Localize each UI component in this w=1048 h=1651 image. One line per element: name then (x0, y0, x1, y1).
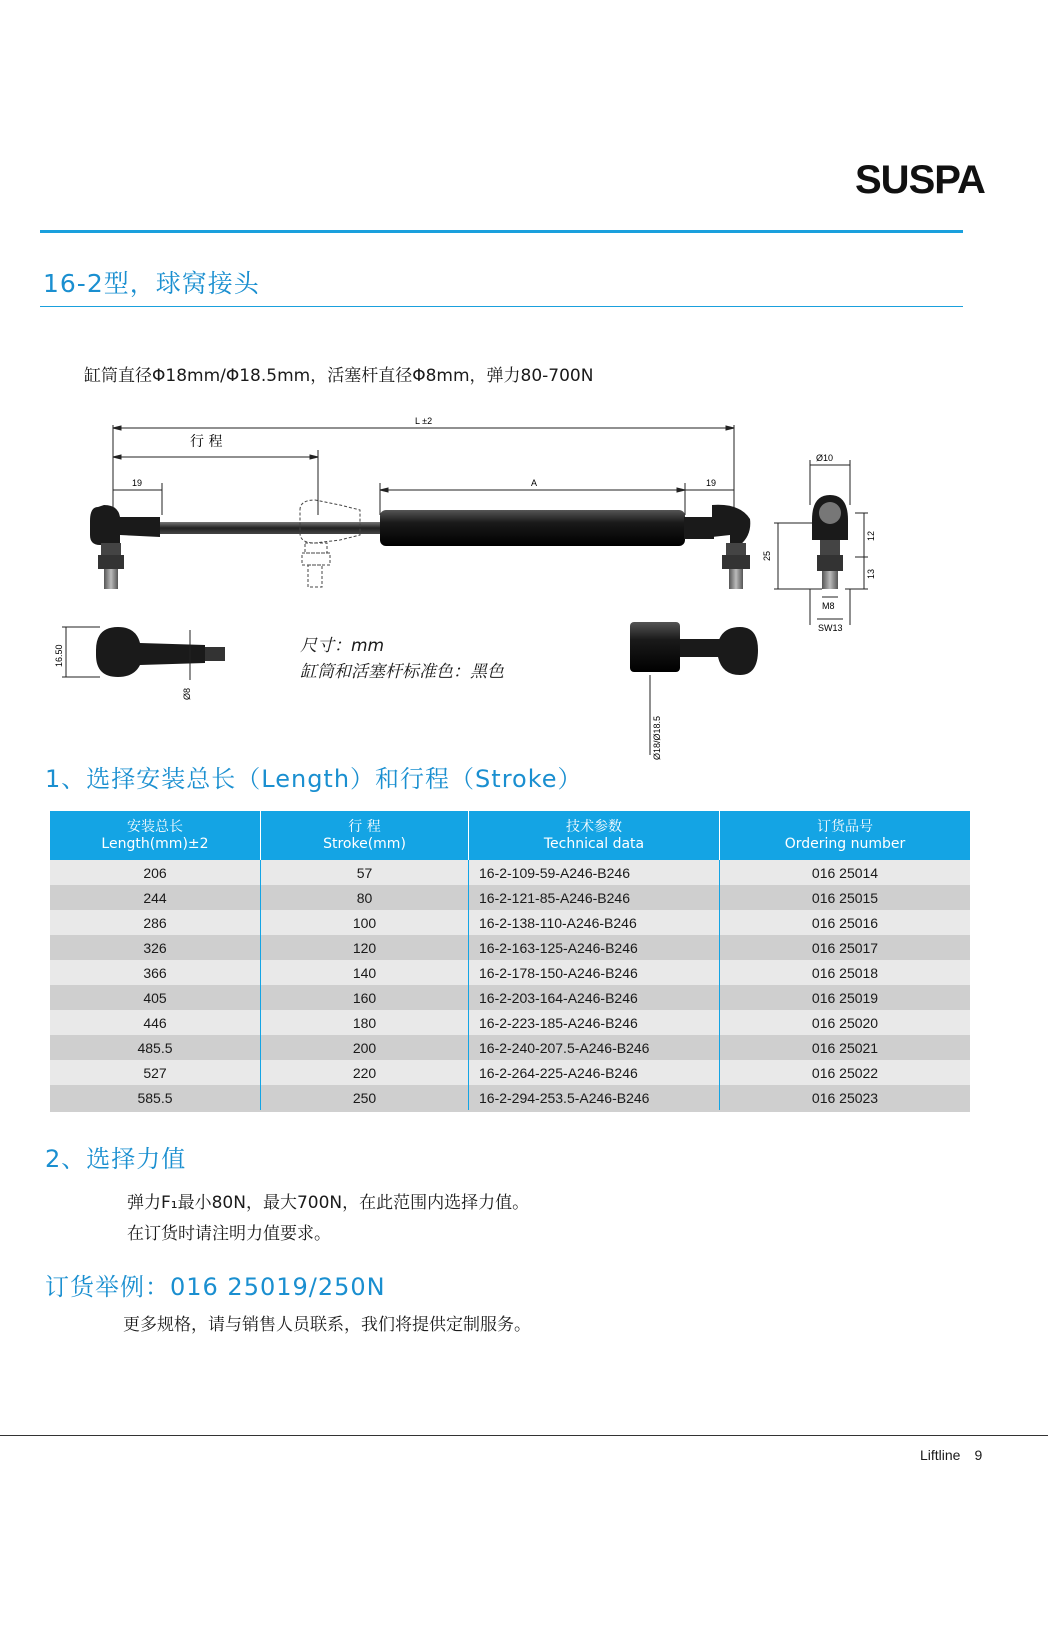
cell-order: 016 25019 (720, 985, 971, 1010)
section-1-heading: 1、选择安装总长（Length）和行程（Stroke） (45, 765, 583, 793)
header-en: Technical data (543, 835, 645, 852)
header-length (50, 811, 261, 860)
cell-order: 016 25021 (720, 1035, 971, 1060)
dimension-note: 尺寸：mm (300, 636, 385, 656)
rod-dia-label: Ø8 (182, 687, 192, 700)
header-cn: 订货品号 (817, 818, 873, 835)
cell-order: 016 25014 (720, 860, 971, 885)
header-en: Ordering number (784, 835, 906, 852)
page-title: 16-2型，球窝接头 (43, 269, 260, 298)
table-row (50, 1085, 970, 1111)
right-end-label: 19 (706, 478, 717, 488)
cell-stroke: 57 (261, 860, 469, 885)
section-2-heading: 2、选择力值 (45, 1145, 187, 1173)
table-row (50, 1035, 970, 1060)
force-range-text: 弹力F₁最小80N，最大700N，在此范围内选择力值。 (127, 1193, 530, 1213)
header-en: Stroke(mm) (323, 835, 406, 852)
cell-length: 527 (50, 1060, 261, 1085)
table-row (50, 1010, 970, 1035)
cell-order: 016 25016 (720, 910, 971, 935)
gas-spring-drawing (0, 395, 1048, 765)
cell-tech: 16-2-109-59-A246-B246 (469, 860, 720, 885)
cell-length: 206 (50, 860, 261, 885)
table-row (50, 860, 970, 885)
order-example-heading: 订货举例：016 25019/250N (45, 1273, 386, 1301)
table-row (50, 1060, 970, 1085)
header-cn: 技术参数 (566, 818, 622, 835)
force-order-note: 在订货时请注明力值要求。 (127, 1224, 331, 1244)
table-row (50, 885, 970, 910)
table-row (50, 960, 970, 985)
table-row (50, 985, 970, 1010)
cell-stroke: 80 (261, 885, 469, 910)
cell-order: 016 25020 (720, 1010, 971, 1035)
footer-rule (0, 1435, 1048, 1436)
height-25-label: 25 (762, 550, 772, 561)
thread-label: M8 (822, 601, 835, 611)
cell-tech: 16-2-178-150-A246-B246 (469, 960, 720, 985)
cell-tech: 16-2-138-110-A246-B246 (469, 910, 720, 935)
table-header-row (50, 811, 970, 860)
cell-tech: 16-2-121-85-A246-B246 (469, 885, 720, 910)
tube-dia-label: Ø18/Ø18.5 (652, 715, 662, 760)
cell-tech: 16-2-163-125-A246-B246 (469, 935, 720, 960)
cell-length: 405 (50, 985, 261, 1010)
cell-tech: 16-2-294-253.5-A246-B246 (469, 1085, 720, 1111)
cell-order: 016 25023 (720, 1085, 971, 1111)
cell-length: 485.5 (50, 1035, 261, 1060)
left-end-label: 19 (132, 478, 143, 488)
cell-length: 585.5 (50, 1085, 261, 1111)
cell-tech: 16-2-223-185-A246-B246 (469, 1010, 720, 1035)
page-number: 9 (974, 1447, 983, 1463)
logo-text: SUSPA (855, 157, 985, 202)
header-cn: 行 程 (348, 818, 381, 835)
cell-length: 446 (50, 1010, 261, 1035)
cell-order: 016 25018 (720, 960, 971, 985)
suspa-logo (855, 140, 985, 220)
header-en: Length(mm)±2 (101, 835, 209, 852)
rod-end-height-label: 16.50 (54, 644, 64, 667)
cell-order: 016 25015 (720, 885, 971, 910)
color-note: 缸筒和活塞杆标准色：黑色 (300, 662, 504, 682)
cell-length: 244 (50, 885, 261, 910)
spec-line: 缸筒直径Φ18mm/Φ18.5mm，活塞杆直径Φ8mm，弹力80-700N (84, 366, 594, 386)
cell-order: 016 25017 (720, 935, 971, 960)
table-row (50, 935, 970, 960)
cell-stroke: 120 (261, 935, 469, 960)
page-footer (920, 1447, 982, 1463)
cell-tech: 16-2-264-225-A246-B246 (469, 1060, 720, 1085)
stroke-label: 行 程 (190, 434, 223, 450)
title-rule (40, 306, 963, 307)
cell-stroke: 100 (261, 910, 469, 935)
cell-stroke: 160 (261, 985, 469, 1010)
cell-length: 326 (50, 935, 261, 960)
ball-height-label: 12 (866, 530, 876, 541)
footer-label: Liftline (920, 1447, 961, 1463)
height-13-label: 13 (866, 568, 876, 579)
a-dimension-label: A (531, 478, 538, 488)
specification-table (50, 811, 970, 1112)
cell-stroke: 200 (261, 1035, 469, 1060)
header-ordering (720, 811, 971, 860)
header-cn: 安装总长 (127, 818, 183, 835)
cell-order: 016 25022 (720, 1060, 971, 1085)
ball-dia-label: Ø10 (816, 453, 834, 463)
wrench-label: SW13 (818, 623, 843, 633)
cell-length: 366 (50, 960, 261, 985)
cell-tech: 16-2-240-207.5-A246-B246 (469, 1035, 720, 1060)
header-rule (40, 230, 963, 233)
cell-stroke: 220 (261, 1060, 469, 1085)
header-technical (469, 811, 720, 860)
cell-stroke: 250 (261, 1085, 469, 1111)
contact-text: 更多规格，请与销售人员联系，我们将提供定制服务。 (123, 1315, 531, 1335)
cell-tech: 16-2-203-164-A246-B246 (469, 985, 720, 1010)
cell-stroke: 140 (261, 960, 469, 985)
cell-length: 286 (50, 910, 261, 935)
cell-stroke: 180 (261, 1010, 469, 1035)
header-stroke (261, 811, 469, 860)
total-length-label: L ±2 (415, 416, 433, 426)
table-row (50, 910, 970, 935)
